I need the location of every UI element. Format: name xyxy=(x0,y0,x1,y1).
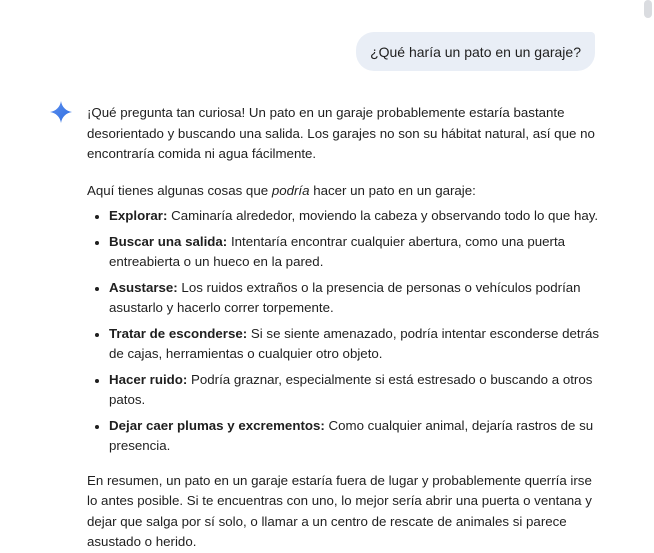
scrollbar-thumb[interactable] xyxy=(644,0,652,18)
list-item xyxy=(109,232,602,273)
list-item-title: Explorar: xyxy=(109,208,168,223)
list-item-text: Los ruidos extraños o la presencia de personas o vehículos podrían asustarlo y hacerlo correr torpemente. xyxy=(109,279,581,315)
response-lead xyxy=(87,181,602,202)
list-item-text: Caminaría alrededor, moviendo la cabeza y observando todo lo que hay. xyxy=(167,208,599,223)
list-item xyxy=(109,324,602,365)
list-item-title: Buscar una salida: xyxy=(109,233,228,249)
response-lead-emphasis: podría xyxy=(271,182,310,198)
user-message-text: ¿Qué haría un pato en un garaje? xyxy=(370,43,581,60)
list-item-text: Podría graznar, especialmente si está estresado o buscando a otros patos. xyxy=(109,371,593,407)
list-item xyxy=(109,416,602,457)
response-conclusion: En resumen, un pato en un garaje estaría fuera de lugar y probablemente querría irse lo antes posible. Si te encuentras con uno, lo mejor sería abrir una puerta o ventana y dejar que salga por sí solo, o llamar a un centro de rescate de animales si parece asustado o herido. xyxy=(87,472,592,549)
gemini-sparkle-icon xyxy=(50,101,72,123)
response-lead-before: Aquí tienes algunas cosas que xyxy=(87,182,272,198)
list-item-title: Tratar de esconderse: xyxy=(109,325,248,341)
response-list xyxy=(87,206,602,457)
list-item-title: Dejar caer plumas y excrementos: xyxy=(109,417,325,433)
list-item xyxy=(109,206,602,227)
list-item-title: Hacer ruido: xyxy=(109,371,188,387)
list-item-title: Asustarse: xyxy=(109,279,178,295)
user-message-bubble xyxy=(356,32,595,71)
response-intro: ¡Qué pregunta tan curiosa! Un pato en un garaje probablemente estaría bastante desorientado y buscando una salida. Los garajes no son su hábitat natural, así que no encontraría comida ni agua fácilmente. xyxy=(87,105,595,161)
list-item-text: Intentaría encontrar cualquier abertura, como una puerta entreabierta o un hueco en la pared. xyxy=(109,233,566,269)
list-item-text: Como cualquier animal, dejaría rastros de su presencia. xyxy=(109,417,594,453)
scrollbar[interactable] xyxy=(642,0,654,499)
list-item-text: Si se siente amenazado, podría intentar esconderse detrás de cajas, herramientas o cualquier otro objeto. xyxy=(109,325,600,361)
response-lead-after: hacer un pato en un garaje: xyxy=(309,182,476,198)
list-item xyxy=(109,278,602,319)
assistant-response xyxy=(87,103,602,553)
list-item xyxy=(109,370,602,411)
